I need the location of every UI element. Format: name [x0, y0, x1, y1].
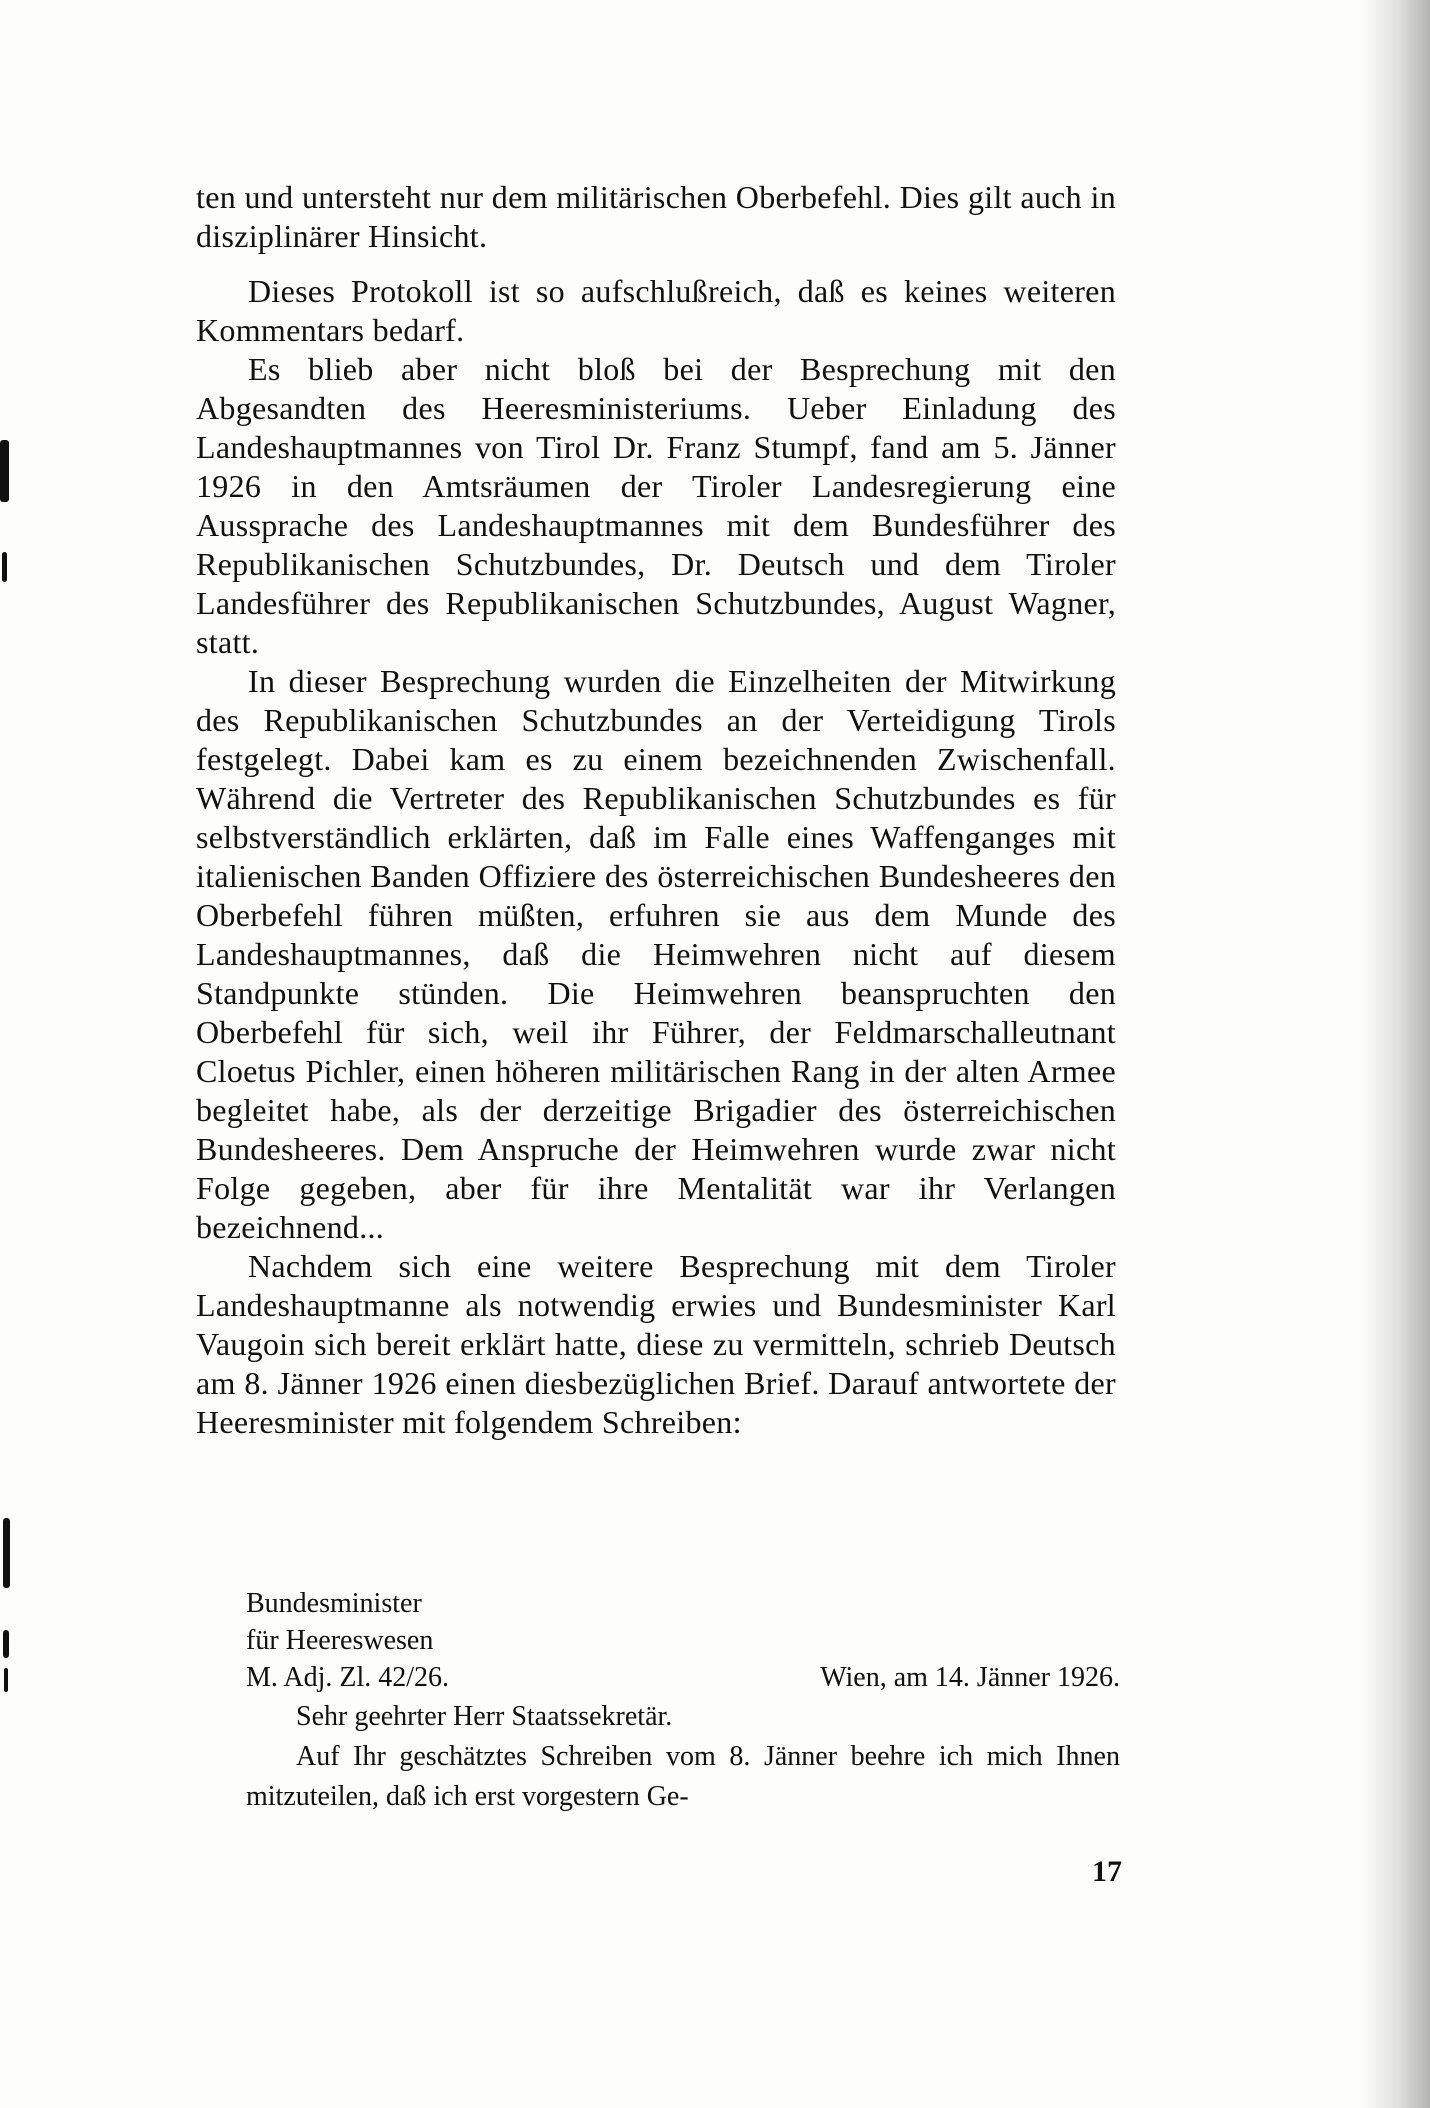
letter-sender-dept: für Heereswesen	[246, 1625, 434, 1656]
paragraph: In dieser Besprechung wurden die Einzelheiten der Mitwirkung des Republikanischen Schutzbundes an der Verteidigung Tirols festgelegt. Dabei kam es zu einem bezeichnenden Zwischenfall. Während die Vertreter des Republikanischen Schutzbundes es für selbstverständlich erklärten, daß im Falle eines Waffenganges mit italienischen Banden Offiziere des österreichischen Bundesheeres den Oberbefehl führen müßten, erfuhren sie aus dem Munde des Landeshauptmannes, daß die Heimwehren nicht auf diesem Standpunkte stünden. Die Heimwehren beanspruchten den Oberbefehl für sich, weil ihr Führer, der Feldmarschalleutnant Cloetus Pichler, einen höheren militärischen Rang in der alten Armee begleitet habe, als der derzeitige Brigadier des österreichischen Bundesheeres. Dem Anspruche der Heimwehren wurde zwar nicht Folge gegeben, aber für ihre Mentalität war ihr Verlangen bezeichnend...	[196, 663, 1116, 1245]
letter-date: Wien, am 14. Jänner 1926.	[820, 1662, 1120, 1693]
paragraph: Dieses Protokoll ist so aufschlußreich, daß es keines weiteren Kommentars bedarf.	[196, 273, 1116, 348]
page-edge-shadow	[1360, 0, 1430, 2108]
letter-sender: Bundesminister	[246, 1588, 422, 1619]
letter-header	[246, 1585, 1120, 1696]
paragraph: Es blieb aber nicht bloß bei der Besprechung mit den Abgesandten des Heeresministeriums. Ueber Einladung des Landeshauptmannes von Tirol Dr. Franz Stumpf, fand am 5. Jänner 1926 in den Amtsräumen der Tiroler Landesregierung eine Aussprache des Landeshauptmannes mit dem Bundesführer des Republikanischen Schutzbundes, Dr. Deutsch und dem Tiroler Landesführer des Republikanischen Schutzbundes, August Wagner, statt.	[196, 351, 1116, 660]
letter-reference: M. Adj. Zl. 42/26.	[246, 1662, 450, 1693]
binding-mark	[3, 1518, 10, 1588]
main-text	[196, 178, 1116, 1442]
binding-mark	[4, 1668, 8, 1692]
binding-mark	[2, 552, 7, 582]
binding-mark	[0, 440, 9, 502]
letter-text: Auf Ihr geschätztes Schreiben vom 8. Jänner beehre ich mich Ihnen mitzuteilen, daß ich erst vorgestern Ge-	[246, 1741, 1120, 1812]
letter-salutation: Sehr geehrter Herr Staatssekretär.	[296, 1701, 673, 1732]
paragraph: Nachdem sich eine weitere Besprechung mit dem Tiroler Landeshauptmanne als notwendig erwies und Bundesminister Karl Vaugoin sich bereit erklärt hatte, diese zu vermitteln, schrieb Deutsch am 8. Jänner 1926 einen diesbezüglichen Brief. Darauf antwortete der Heeresminister mit folgendem Schreiben:	[196, 1248, 1116, 1440]
binding-mark	[3, 1630, 9, 1658]
paragraph: ten und untersteht nur dem militärischen Oberbefehl. Dies gilt auch in disziplinärer Hinsicht.	[196, 179, 1116, 254]
page-number: 17	[1092, 1855, 1122, 1888]
letter-body	[246, 1697, 1120, 1817]
